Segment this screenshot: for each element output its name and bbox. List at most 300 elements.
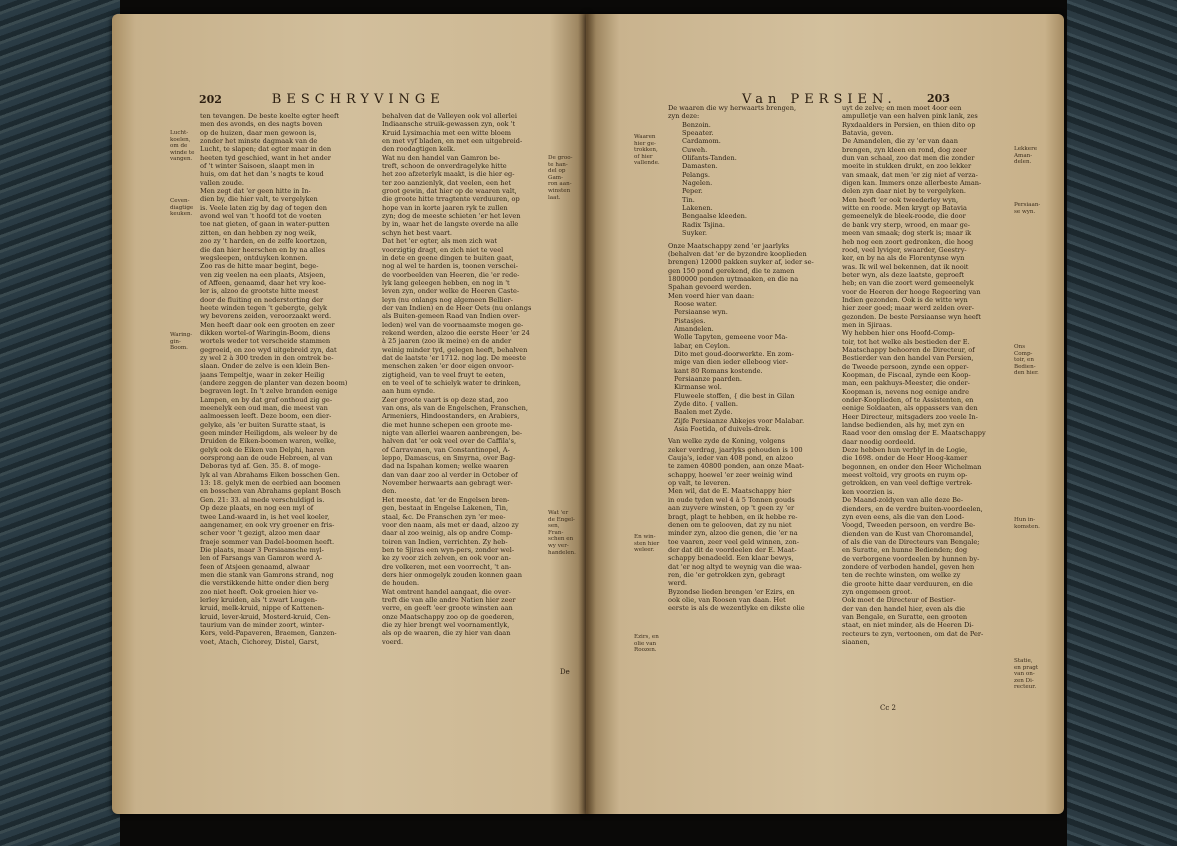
list-item: Lakenen. bbox=[682, 204, 713, 213]
text-line: 13: 18. gelyk men de eerbied aan boomen bbox=[200, 479, 341, 488]
text-line: brengen, zyn kleen en rond, dog zeer bbox=[842, 145, 967, 154]
text-line: hope van in korte jaaren ryk te zullen bbox=[382, 203, 508, 212]
margin-note-line: De groo- bbox=[548, 155, 573, 161]
text-line: jaans Tempeltje, waar in zeker Heilig bbox=[200, 370, 325, 379]
text-line: wortels weder tot verscheide stammen bbox=[200, 337, 331, 346]
text-line: der van Indien) en de Heer Oets (nu onlangs bbox=[382, 303, 532, 312]
margin-note-line: diagtige bbox=[170, 204, 194, 211]
text-line: toe nat gieten, of gaan in water-putten bbox=[200, 220, 330, 229]
text-line: ders hier onmogelyk zouden konnen gaan bbox=[382, 570, 522, 579]
text-line: of Carravanen, van Constantinopel, A- bbox=[382, 445, 510, 454]
text-line: Men heeft 'er ook tweederley wyn, bbox=[842, 195, 959, 204]
margin-note-line: schen en bbox=[548, 536, 574, 543]
text-line: en bosschen van Abrahams geplant Bosch bbox=[200, 487, 341, 496]
margin-note bbox=[170, 198, 200, 218]
text-line: schyn het best vaart. bbox=[382, 228, 453, 237]
text-line: (behalven dat 'er de byzondre kooplieden bbox=[668, 249, 807, 258]
book-cover-right bbox=[1067, 0, 1177, 846]
margin-note-line: En win- bbox=[634, 534, 656, 540]
margin-note-line: sen, bbox=[548, 523, 560, 530]
margin-note-line: of hier bbox=[634, 153, 653, 160]
text-line: voerd. bbox=[382, 637, 404, 646]
text-line: heeten tyd geschied, want in het ander bbox=[200, 153, 331, 162]
text-line: huis, om dat het dan 's nagts te koud bbox=[200, 170, 324, 179]
margin-note-line: de Engel- bbox=[548, 516, 575, 523]
margin-note-line: hier ge- bbox=[634, 140, 656, 147]
text-line: voet, Atach, Cichorey, Distel, Garst, bbox=[200, 637, 320, 646]
list-item: Suyker. bbox=[682, 229, 707, 238]
text-line: aalmoessen leeft. Deze boom, een dier- bbox=[200, 412, 332, 421]
text-line: of als die van de Directeurs van Bengale; bbox=[842, 537, 980, 546]
book-cover-left bbox=[0, 0, 120, 846]
list-item: Zyde dito. { vallen. bbox=[674, 400, 738, 409]
text-line: van Bengale, en Suratte, een grooten bbox=[842, 612, 968, 621]
text-line: 1800000 ponden uytmaaken, en die na bbox=[668, 274, 799, 283]
text-line: wy bevorens zeiden, veroorzaakt werd. bbox=[200, 312, 332, 321]
list-item: Speaater. bbox=[682, 129, 714, 138]
text-line: op de huizen, daar men gewoon is, bbox=[200, 128, 317, 137]
list-item: Benzoin. bbox=[682, 120, 711, 129]
text-line: in dete en geene dingen te buiten gaat, bbox=[382, 253, 514, 262]
margin-note-line: wy ver- bbox=[548, 542, 569, 549]
catchword: De bbox=[560, 668, 570, 676]
text-line: Ook moet de Directeur of Bestier- bbox=[842, 596, 956, 605]
margin-note-line: toir, en bbox=[1014, 357, 1034, 364]
text-line: by in, waar het de langste overde na alle bbox=[382, 220, 519, 229]
text-line: leden) wel van de voornaamste mogen ge- bbox=[382, 320, 524, 329]
text-line: Op deze plaats, en nog een myl of bbox=[200, 504, 314, 513]
text-line: te zamen 40800 ponden, aan onze Maat- bbox=[668, 462, 805, 471]
text-line: heete winden tegen 't gebergte, gelyk bbox=[200, 303, 328, 312]
margin-note-line: Aman- bbox=[1014, 152, 1033, 159]
text-line: was. Ik wil wel bekennen, dat ik nooit bbox=[842, 262, 969, 271]
text-line: siaanen, bbox=[842, 638, 870, 646]
text-line: de verborgene voordeelen by hunnen by- bbox=[842, 554, 980, 563]
text-line: van smaak, dat men 'er zig niet af verza- bbox=[842, 170, 978, 179]
text-line: gelyke, als 'er buiten Suratte staat, is bbox=[200, 420, 326, 429]
left-page-column-1 bbox=[200, 112, 376, 672]
text-line: en met vyf bladen, en met een uitgebreid- bbox=[382, 137, 523, 146]
text-line: dre volkeren, met een voorrecht, 't an- bbox=[382, 562, 512, 571]
list-item: Roose water. bbox=[674, 299, 717, 308]
text-line: kruid, lever-kruid, Mosterd-kruid, Cen- bbox=[200, 612, 331, 621]
text-line: daar al zoo weinig, als op andre Comp- bbox=[382, 529, 513, 538]
text-line: treft, schoon de onverdragelyke hitte bbox=[382, 162, 507, 171]
text-line: men die stank van Gamrons strand, nog bbox=[200, 570, 334, 579]
text-line: Druiden de Eiken-boomen waren, welke, bbox=[200, 437, 337, 446]
left-page-column-2 bbox=[382, 112, 547, 672]
text-line: zonder het minste dagmaak van de bbox=[200, 137, 318, 146]
list-item: Cardamom. bbox=[682, 137, 721, 146]
text-line: gegroeid, en zoo wyd uitgebreid zyn, dat bbox=[200, 345, 337, 354]
text-line: delen zyn daar niet by te vergelyken. bbox=[842, 187, 967, 196]
margin-note bbox=[634, 634, 664, 654]
text-line: dienders, en de verdre buiten-voordeelen, bbox=[842, 504, 983, 513]
text-line: slaan. Onder de zelve is een klein Ben- bbox=[200, 362, 330, 371]
text-line: nog al wel te harden is, toonen verschei- bbox=[382, 262, 518, 271]
text-line: toiren van Indien, verrichten. Zy heb- bbox=[382, 537, 508, 546]
margin-note-line: Roozen. bbox=[634, 647, 657, 654]
text-line: De Maand-zoldyen van alle deze Be- bbox=[842, 496, 964, 505]
margin-note-line: recteur. bbox=[1014, 684, 1037, 691]
text-line: fraeje sommer van Dadel-boomen heeft. bbox=[200, 537, 335, 546]
list-item: Pistasjes. bbox=[674, 316, 706, 325]
margin-note bbox=[170, 130, 200, 163]
text-line: nigte van allerlei waaren aanbrengen, be- bbox=[382, 429, 523, 438]
text-line: lyk lang geleegen hebben, en nog in 't bbox=[382, 278, 510, 287]
margin-note-line: koelen, bbox=[170, 136, 191, 143]
text-line: dien by, die hier valt, te vergelyken bbox=[200, 195, 318, 204]
margin-note-line: vallende. bbox=[634, 160, 660, 167]
text-line: dat de laatste 'er 1712. nog lag. De meeste bbox=[382, 353, 526, 362]
text-line: daar noodig oordeeld. bbox=[842, 437, 916, 446]
text-line: voorzigtig dragt, en zich niet te veel bbox=[382, 245, 504, 254]
text-line: recteurs te zyn, vertoonen, om dat de Per- bbox=[842, 629, 984, 638]
text-line: Wat omtrent handel aangaat, die over- bbox=[382, 587, 511, 596]
text-line: de houden. bbox=[382, 579, 420, 588]
list-item: Cuweh. bbox=[682, 145, 708, 154]
text-line: Deboras tyd af. Gen. 35. 8. of moge- bbox=[200, 462, 321, 471]
margin-note-line: Statie, bbox=[1014, 658, 1033, 664]
text-line: die dan hier heerschen en by na alles bbox=[200, 245, 326, 254]
text-line: Bestierder van den handel van Persien, bbox=[842, 354, 974, 363]
text-line: als Buiten-gemeen Raad van Indien over- bbox=[382, 312, 520, 321]
text-line: ook olie, van Roosen van daan. Het bbox=[668, 595, 786, 604]
list-item: Olifants-Tanden. bbox=[682, 154, 737, 163]
margin-note-line: komsten. bbox=[1014, 523, 1040, 530]
margin-note bbox=[1014, 658, 1044, 691]
margin-note-line: Comp- bbox=[1014, 350, 1033, 357]
text-line: leppo, Damascus, en Smyrna, over Bag- bbox=[382, 454, 516, 463]
text-line: ten de rechte winsten, om welke zy bbox=[842, 571, 961, 580]
text-line: gezonden. De beste Persiaanse wyn heeft bbox=[842, 312, 981, 321]
text-line: Batavia, geven. bbox=[842, 129, 894, 138]
text-line: ker, en by na als de Florentynse wyn bbox=[842, 254, 965, 263]
text-line: werd. bbox=[668, 579, 688, 588]
text-line: halven dat 'er ook veel over de Caffila's, bbox=[382, 437, 517, 446]
margin-note-line: keuken. bbox=[170, 211, 193, 218]
list-item: Persiaanze paarden. bbox=[674, 375, 742, 383]
text-line: behalven dat de Valleyen ook vol allerlei bbox=[382, 112, 517, 120]
margin-note-line: laat. bbox=[548, 194, 561, 201]
list-item: Nagelen. bbox=[682, 179, 713, 188]
text-line: het zoo afzeterlyk maakt, is die hier eg- bbox=[382, 170, 515, 179]
text-line: brengen) 12000 pakken suyker af, ieder se- bbox=[668, 258, 814, 267]
text-line: uyt de zelve; en men moet 4oor een bbox=[842, 104, 962, 112]
text-line: Indiaansche struik-gewassen zyn, ook 't bbox=[382, 120, 516, 129]
list-item: Kirmanse wol. bbox=[674, 383, 722, 392]
text-line: Cauja's, ieder van 408 pond, en alzoo bbox=[668, 454, 794, 463]
text-line: gen 150 pond gerekend, die te zamen bbox=[668, 266, 795, 275]
text-line: oorsprong aan de oude Hebreen, al van bbox=[200, 454, 333, 463]
text-line: toe vaaren, zeer veel geld winnen, zon- bbox=[668, 537, 800, 546]
text-line: schappy benadeeld. Een klaar bewys, bbox=[668, 554, 794, 563]
text-line: heb nog een zoort gedronken, die hoog bbox=[842, 237, 974, 246]
text-line: die zy hier brengt wel voornamentlyk, bbox=[382, 620, 510, 629]
text-line: die 1698. onder de Heer Hoog-kamer bbox=[842, 454, 968, 463]
margin-note-line: Persiaan- bbox=[1014, 202, 1041, 208]
text-line: taurium van de minder zoort, winter- bbox=[200, 620, 325, 629]
text-line: voor de Heeren der hooge Regeering van bbox=[842, 287, 981, 296]
text-line: de Tweede persoon, zynde een opper- bbox=[842, 362, 969, 371]
text-line: in oude tyden wel 4 à 5 Tonnen gouds bbox=[668, 495, 795, 504]
text-line: schappy, hoewel 'er zeer weinig wind bbox=[668, 470, 793, 479]
book-gutter bbox=[578, 14, 596, 814]
text-line: der dat dit de voordeelen der E. Maat- bbox=[668, 545, 797, 554]
text-line: zeker verdrag, jaarlyks gehouden is 100 bbox=[668, 445, 803, 454]
margin-note-line: van on- bbox=[1014, 671, 1035, 678]
text-line: groot gewin, dat hier op de waaren valt, bbox=[382, 187, 517, 196]
text-line: aan hum eynde. bbox=[382, 387, 436, 396]
text-line: is. Veele laten zig by dag of tegen den bbox=[200, 203, 327, 212]
margin-note bbox=[1014, 146, 1044, 166]
right-page-number: 203 bbox=[927, 92, 950, 105]
text-line: ten tevangen. De beste koelte egter heeft bbox=[200, 112, 340, 120]
text-line: zyn; dog de meeste schieten 'er het leven bbox=[382, 212, 521, 221]
text-line: rood, veel lyviger, swaarder, Geestry- bbox=[842, 245, 967, 254]
text-line: Zeer groote vaart is op deze stad, zoo bbox=[382, 395, 509, 404]
signature-mark: Cc 2 bbox=[880, 704, 896, 712]
text-line: Heer Directeur, mitsgaders zoo veele In- bbox=[842, 412, 978, 421]
text-line: Die plaats, maar 3 Persiaansche myl- bbox=[200, 545, 324, 554]
margin-note-line: Lekkere bbox=[1014, 146, 1038, 152]
text-line: Het meeste, dat 'er de Engelsen bren- bbox=[382, 495, 510, 504]
text-line: dienden van de Kust van Choromandel, bbox=[842, 529, 974, 538]
list-item: Tin. bbox=[682, 195, 695, 204]
text-line: feen of Atsjeen genaamd, alwaar bbox=[200, 562, 310, 571]
left-running-head: BESCHRYVINGE bbox=[271, 92, 445, 107]
margin-note-line: om de bbox=[170, 143, 188, 150]
text-line: avond wel van 't hoofd tot de voeten bbox=[200, 212, 322, 221]
list-item: Amandelen. bbox=[674, 324, 714, 333]
text-line: de voorbeelden van Heeren, die 'er rede- bbox=[382, 270, 520, 279]
list-item: Dito met goud-doorwerkte. En zom- bbox=[674, 349, 794, 358]
list-item: Peper. bbox=[682, 187, 703, 196]
text-line: Lampen, en by dat graf onthoud zig ge- bbox=[200, 395, 333, 404]
text-line: ampulletje van een halven pink lank, zes bbox=[842, 112, 978, 121]
text-line: twee Land-waard in, is het veel koeler, bbox=[200, 512, 330, 521]
text-line: den roodagtigen kelk. bbox=[382, 145, 456, 154]
text-line: Indien gezonden. Ook is de witte wyn bbox=[842, 295, 968, 304]
text-line: den. bbox=[382, 487, 397, 496]
text-line: zyn even eens, als die van den Lood- bbox=[842, 512, 965, 521]
text-line: meen van smaak; dog sterk is; maar ik bbox=[842, 229, 972, 238]
margin-note bbox=[1014, 517, 1044, 530]
list-item: Baalen met Zyde. bbox=[674, 408, 733, 417]
margin-note-line: Ons bbox=[1014, 344, 1026, 350]
text-line: Dat het 'er egter, als men zich wat bbox=[382, 237, 497, 246]
text-line: op valt, te leveren. bbox=[668, 479, 731, 488]
list-item: kant 80 Romans kostende. bbox=[674, 366, 763, 375]
text-line: digen kan. Immers onze allerbeste Aman- bbox=[842, 179, 982, 188]
text-line: moeite in stukken drukt, en zoo lekker bbox=[842, 162, 972, 171]
text-line: Men heeft daar ook een grooten en zeer bbox=[200, 320, 335, 329]
margin-note bbox=[1014, 344, 1044, 377]
text-line: De Amandelen, die zy 'er van daan bbox=[842, 137, 958, 146]
text-line: Kers, veld-Papaveren, Braemen, Ganzen- bbox=[200, 629, 337, 638]
text-line: Men wil, dat de E. Maatschappy hier bbox=[668, 487, 792, 496]
text-line: leyn (nu onlangs nog algemeen Bellier- bbox=[382, 295, 513, 304]
text-line: geen minder Heiligdom, als weleer by de bbox=[200, 429, 338, 438]
margin-note-line: Waring- bbox=[170, 332, 193, 338]
text-line: ter zoo aanzienlyk, dat veelen, een het bbox=[382, 178, 511, 187]
text-line: Gen. 21: 33. al mede verschuldigd is. bbox=[200, 495, 325, 504]
text-line: scher voor 't gezigt, alzoo men daar bbox=[200, 529, 320, 538]
margin-note-line: Fran- bbox=[548, 529, 564, 536]
margin-note bbox=[1014, 202, 1044, 215]
margin-note-line: handelen. bbox=[548, 549, 576, 556]
text-line: men in Sjiraas. bbox=[842, 320, 893, 329]
margin-note-line: Waaren bbox=[634, 134, 656, 140]
text-line: Wat nu den handel van Gamron be- bbox=[382, 153, 500, 162]
margin-note-line: te han- bbox=[548, 161, 568, 168]
list-item: mige van dien ieder elleboog vier- bbox=[674, 358, 789, 367]
text-line: die verstikkende hitte onder dien berg bbox=[200, 579, 329, 588]
right-running-head: Van PERSIEN. bbox=[742, 92, 897, 107]
text-line: of Affeen, genaamd, daar het vry koe- bbox=[200, 278, 326, 287]
left-page-header bbox=[199, 92, 569, 108]
list-item: Fluweele stoffen, { die best in Gilan bbox=[674, 391, 795, 400]
list-item: Radix Tsjina. bbox=[682, 220, 725, 229]
text-line: ke zy voor zich zelven, en ook voor an- bbox=[382, 554, 511, 563]
text-line: en te veel of te schielyk water te drinken, bbox=[382, 379, 522, 387]
text-line: kruid, melk-kruid, nippe of Kattenen- bbox=[200, 604, 325, 613]
text-line: dat 'er nog altyd te weynig van die waa- bbox=[668, 562, 802, 571]
margin-note-line: vangen. bbox=[170, 156, 193, 163]
text-line: voor den naam, als met er daad, alzoo zy bbox=[382, 520, 519, 529]
text-line: die met hunne schepen een groote me- bbox=[382, 420, 513, 429]
left-page-number: 202 bbox=[199, 93, 222, 106]
text-line: dikken wortel-of Waringin-Boom, diens bbox=[200, 328, 331, 337]
text-line: witte en roode. Men krygt op Batavia bbox=[842, 204, 967, 213]
margin-note-line: den hier. bbox=[1014, 370, 1039, 377]
text-line: als op de waaren, die zy hier van daan bbox=[382, 629, 511, 638]
margin-note-line: del op bbox=[548, 168, 566, 175]
text-line: dan van daar zoo al verder in October of bbox=[382, 470, 518, 479]
text-line: lerley kruiden, als 't zwart Lougen- bbox=[200, 595, 318, 604]
text-line: Voogd, Tweeden persoon, en verdre Be- bbox=[842, 521, 976, 530]
text-line: onder-Kooplieden, of te Assistenten, en bbox=[842, 396, 974, 405]
text-line: ler is, alzoo de grootste hitte meest bbox=[200, 287, 319, 296]
text-line: die groote hitte daar verduuren, en die bbox=[842, 579, 973, 588]
text-line: Spahan gevoerd werden. bbox=[668, 283, 752, 292]
text-line: November herwaarts aan gebragt wer- bbox=[382, 479, 513, 488]
text-line: (andere zeggen de planter van dezen boom) bbox=[200, 379, 348, 387]
margin-note-line: sten hier bbox=[634, 540, 660, 547]
margin-note-line: winde te bbox=[170, 149, 195, 156]
text-line: Zoo ras de hitte maar begint, bege- bbox=[200, 262, 319, 271]
text-line: ven zig veelen na een plaats, Atsjeen, bbox=[200, 270, 326, 279]
text-line: Men zegt dat 'er geen hitte in In- bbox=[200, 187, 311, 196]
text-line: men des avonds, en des nagts boven bbox=[200, 120, 323, 129]
text-line: heb; en van die zoort werd gemeenelyk bbox=[842, 279, 974, 288]
text-line: minder zyn, alzoo die genen, die 'er na bbox=[668, 529, 798, 538]
margin-note-line: Ceven- bbox=[170, 198, 190, 204]
text-line: door de fluiting en nederstorting der bbox=[200, 295, 324, 304]
margin-note-line: olie van bbox=[634, 640, 657, 647]
text-line: verre, en geeft 'eer groote winsten aan bbox=[382, 604, 513, 613]
margin-note-line: Gam- bbox=[548, 174, 563, 181]
text-line: staal, &c. De Franschen zyn 'er mee- bbox=[382, 512, 506, 521]
text-line: aan zuyvere winsten, op 't geen zy 'er bbox=[668, 504, 795, 513]
margin-note bbox=[634, 134, 664, 167]
text-line: hier zeer goed; maar werd zelden over- bbox=[842, 304, 974, 313]
text-line: De waaren die wy herwaarts brengen, bbox=[668, 104, 797, 112]
margin-note-line: zen Di- bbox=[1014, 677, 1034, 684]
margin-note-line: delen. bbox=[1014, 159, 1032, 166]
text-line: zoo niet heeft. Ook groeien hier ve- bbox=[200, 587, 319, 596]
text-line: leven zyn, onder welke de Heeren Caste- bbox=[382, 287, 520, 296]
text-line: treft die van alle andre Natien hier zeer bbox=[382, 595, 516, 604]
text-line: len of Farsangs van Gamron werd A- bbox=[200, 554, 323, 563]
text-line: zy wel 2 à 300 treden in den omtrek be- bbox=[200, 353, 334, 362]
margin-note-line: Hun in- bbox=[1014, 517, 1036, 523]
text-line: Van welke zyde de Koning, volgens bbox=[668, 437, 786, 446]
text-line: landse bedienden, als hy, met zyn en bbox=[842, 421, 965, 430]
margin-note-line: gin- bbox=[170, 338, 181, 345]
text-line: weinig minder tyd, gelegen heeft, behalven bbox=[382, 345, 528, 354]
text-line: ben te Sjiras een wyn-pers, zonder wel- bbox=[382, 545, 515, 554]
text-line: vallen zoude. bbox=[200, 178, 245, 187]
text-line: Maatschappy behooren de Directeur, of bbox=[842, 345, 975, 354]
right-page-column-2 bbox=[842, 104, 1012, 714]
text-line: eerste is als de wezentlyke en dikste olie bbox=[668, 604, 805, 613]
margin-note-line: Lucht- bbox=[170, 130, 189, 136]
text-line: en Suratte, en hunne Bedienden; dog bbox=[842, 546, 968, 555]
list-item: Damasten. bbox=[682, 162, 718, 171]
text-line: Lucht, te slapen; dat egter maar in den bbox=[200, 145, 332, 154]
margin-note-line: en pragt bbox=[1014, 664, 1039, 671]
text-line: getrokken, en van veel deftige vertrek- bbox=[842, 479, 973, 488]
text-line: gemeenelyk de bleek-roode, die door bbox=[842, 212, 966, 221]
text-line: van ons, als van de Engelschen, Franschen, bbox=[382, 404, 528, 413]
margin-note-line: se wyn. bbox=[1014, 208, 1036, 215]
text-line: zigtigheid, van te veel fruyt te eeten, bbox=[382, 370, 506, 379]
text-line: onze Maatschappy zoo op de goederen, bbox=[382, 612, 515, 621]
text-line: zondere of verboden handel, geven hen bbox=[842, 562, 975, 571]
list-item: Zijfe Persiaanze Abkejes voor Malabar. bbox=[674, 416, 805, 425]
text-line: menschen zaken 'er door eigen onvoor- bbox=[382, 362, 514, 371]
margin-note bbox=[548, 155, 578, 201]
list-item: Asia Foetida, of duivels-drek. bbox=[674, 425, 772, 434]
text-line: dun van schaal, zoo dat men die zonder bbox=[842, 154, 975, 163]
text-line: zyn deze: bbox=[668, 112, 700, 121]
margin-note-line: trokken, bbox=[634, 147, 658, 154]
margin-note bbox=[634, 534, 664, 554]
text-line: wegsleepen, ontduyken konnen. bbox=[200, 253, 308, 262]
text-line: beter wyn, als deze laatste, geproeft bbox=[842, 270, 965, 279]
text-line: zyn ongemeen groot. bbox=[842, 587, 913, 596]
text-line: begonnen, en onder den Heer Wichelman bbox=[842, 462, 982, 471]
text-line: meenelyk een oud man, die meest van bbox=[200, 404, 328, 413]
list-item: Wolle Tapyten, gemeene voor Ma- bbox=[674, 333, 788, 342]
text-line: Wy hebben hier ons Hoofd-Comp- bbox=[842, 329, 955, 338]
text-line: de bank vry sterp, wrood, en maar ge- bbox=[842, 220, 971, 229]
text-line: zoo zy 't harden, en de zelfe koortzen, bbox=[200, 237, 328, 246]
margin-note bbox=[170, 332, 200, 352]
text-line: Onze Maatschappy zend 'er jaarlyks bbox=[668, 241, 790, 250]
text-line: begraven legt. In 't zelve branden eenige bbox=[200, 387, 338, 396]
list-item: Pelangs. bbox=[682, 170, 711, 179]
text-line: à 25 jaaren (zoo ik meine) en de ander bbox=[382, 337, 512, 346]
text-line: gen, bestaat in Engelse Lakenen, Tin, bbox=[382, 504, 509, 513]
text-line: Koopman is, nevens nog eenige andre bbox=[842, 387, 969, 396]
text-line: meest voltoid, vry groots en ruym op- bbox=[842, 471, 968, 480]
text-line: Deze hebben hun verblyf in de Logie, bbox=[842, 446, 968, 455]
text-line: zitten, en dan hebben zy nog weik, bbox=[200, 228, 317, 237]
text-line: ren, die 'er getrokken zyn, gebragt bbox=[668, 570, 785, 579]
text-line: Armeniers, Hindoostanders, en Arabiers, bbox=[382, 412, 520, 421]
